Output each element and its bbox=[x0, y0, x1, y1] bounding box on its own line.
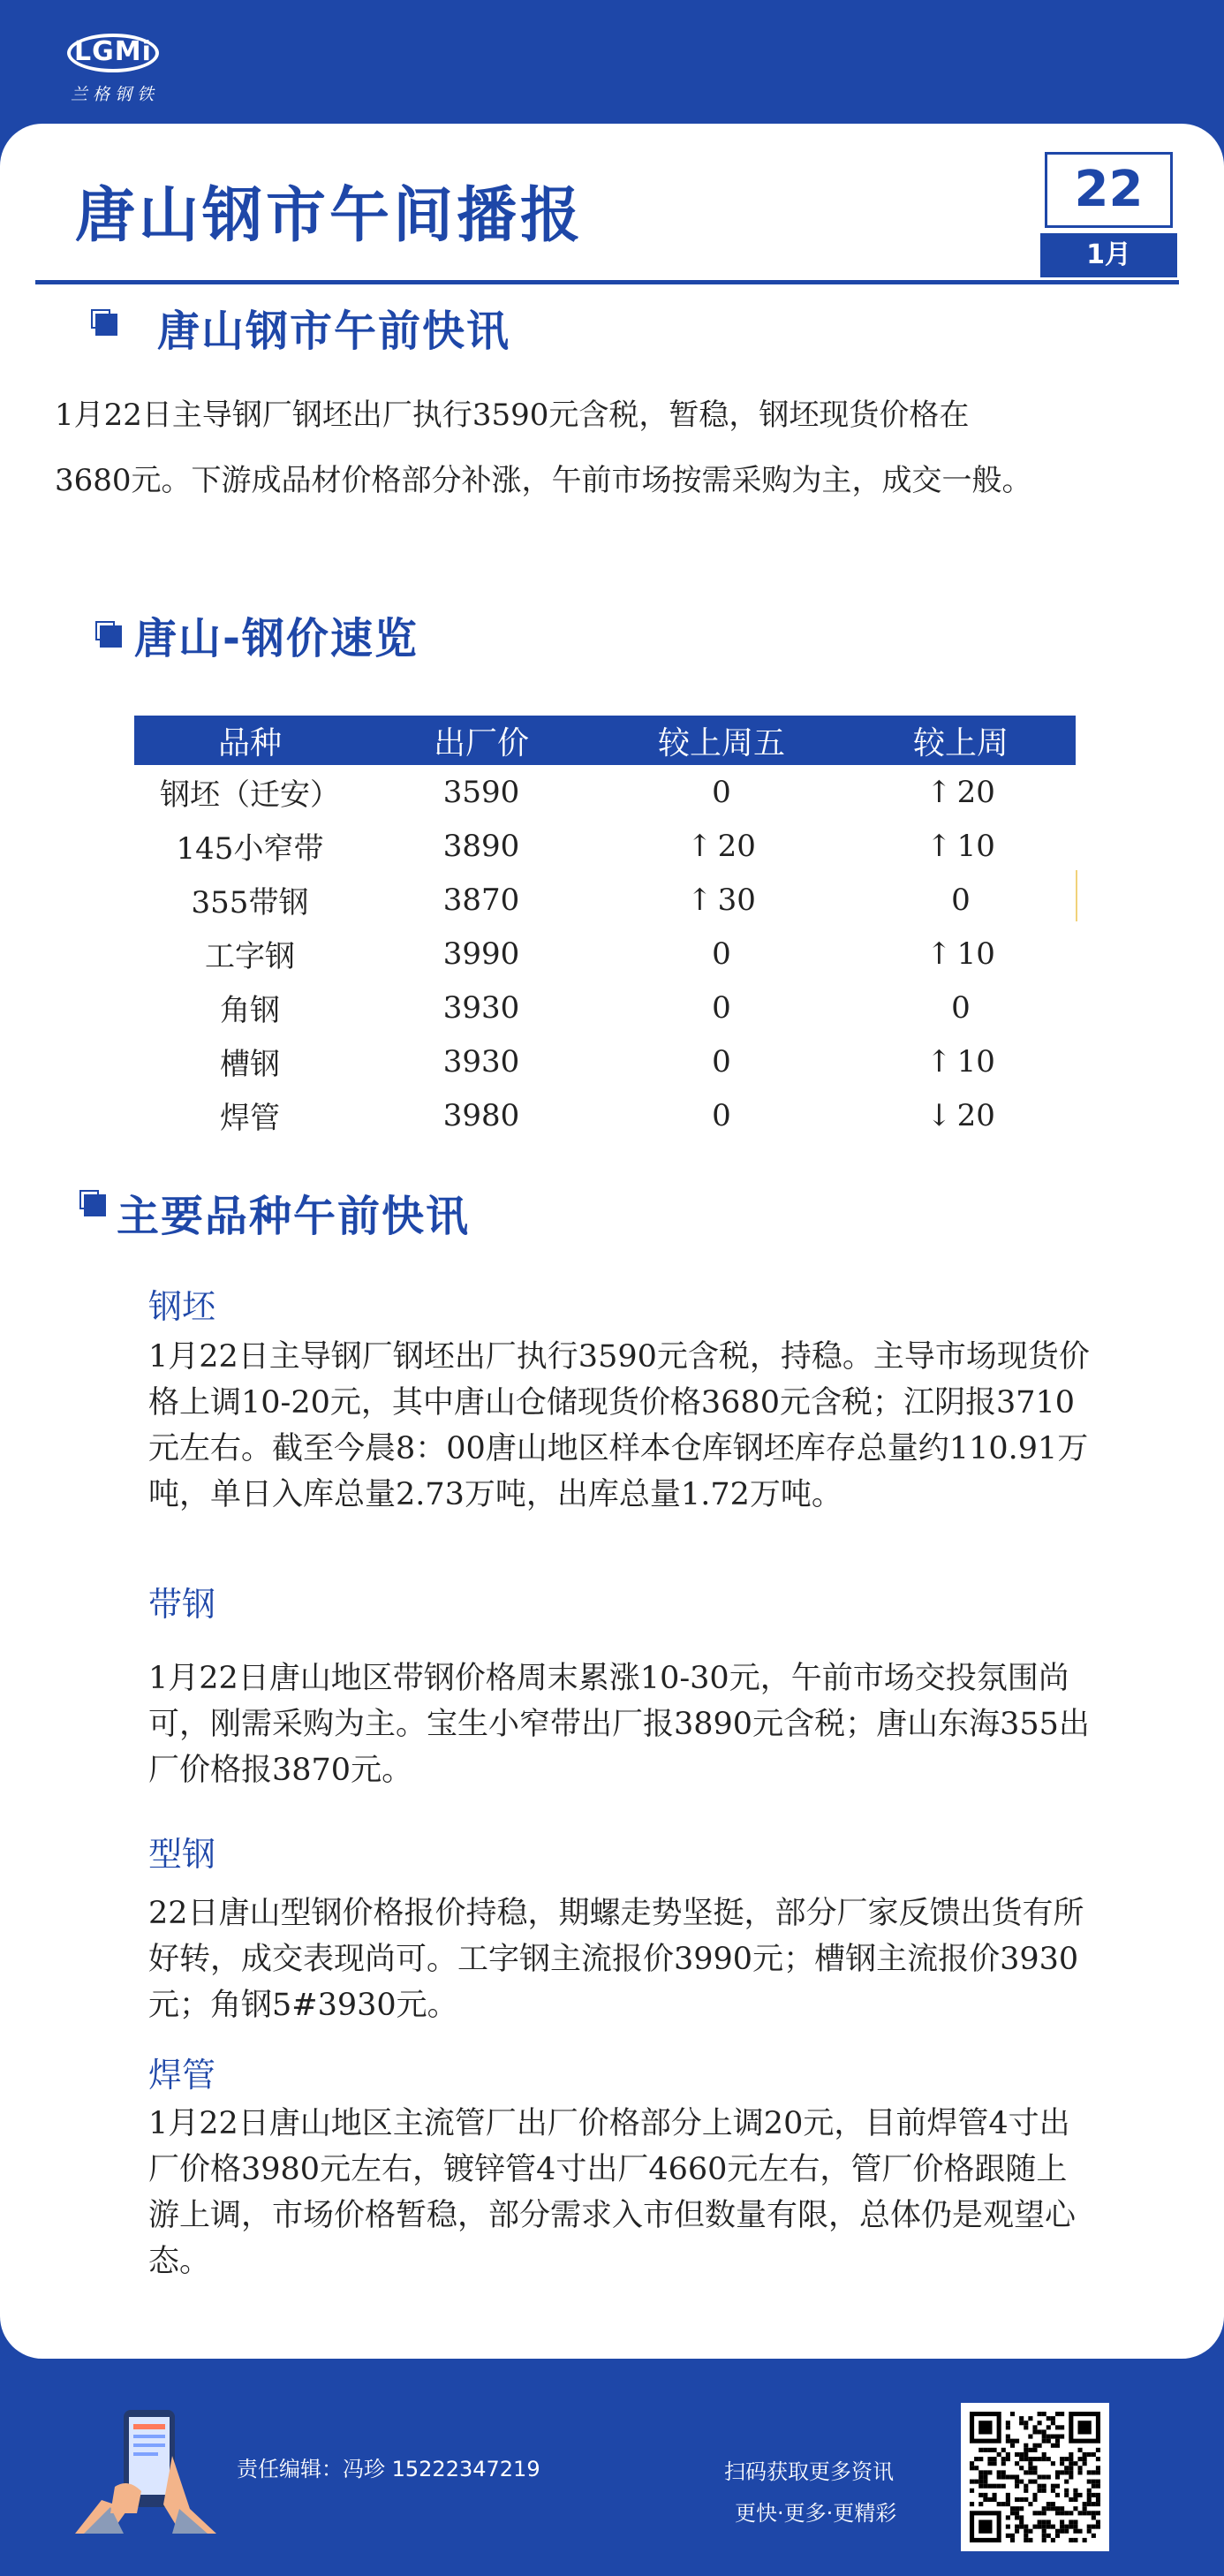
table-cell-wk bbox=[846, 1034, 1076, 1088]
qr-code-pattern bbox=[970, 2412, 1100, 2542]
date-day: 22 bbox=[1045, 152, 1173, 228]
cell-value: 0 bbox=[712, 989, 731, 1026]
table-row bbox=[134, 873, 1076, 927]
table-cell-price bbox=[366, 927, 597, 981]
table-cell-price bbox=[366, 1034, 597, 1088]
cell-value: 10 bbox=[956, 936, 995, 972]
arrow-up-icon: ↑ bbox=[926, 1043, 952, 1080]
column-header: 较上周五 bbox=[597, 716, 846, 765]
section-title-main-products: 主要品种午前快讯 bbox=[117, 1192, 471, 1241]
summary-line-2: 3680元。下游成品材价格部分补涨，午前市场按需采购为主，成交一般。 bbox=[55, 463, 1032, 498]
subsection-text-billet: 1月22日主导钢厂钢坯出厂执行3590元含税，持稳。主导市场现货价格上调10-20元，其中唐山仓储现货价格3680元含税；江阴报3710元左右。截至今晨8：00唐山地区样本仓库钢坯库存总量约110.91万吨，单日入库总量2.73万吨，出库总量1.72万吨。 bbox=[148, 1339, 1090, 1512]
table-cell-name bbox=[134, 927, 366, 981]
subsection-text-pipe: 1月22日唐山地区主流管厂出厂价格部分上调20元，目前焊管4寸出厂价格3980元左右，镀锌管4寸出厂4660元左右，管厂价格跟随上游上调，市场价格暂稳，部分需求入市但数量有限，总体仍是观望心态。 bbox=[148, 2106, 1077, 2279]
section-square-icon bbox=[95, 621, 122, 648]
table-cell-wk bbox=[846, 765, 1076, 819]
subsection-title-pipe: 焊管 bbox=[148, 2056, 216, 2095]
cell-value: 0 bbox=[951, 882, 971, 918]
slogan: 更快·更多·更精彩 bbox=[735, 2501, 897, 2526]
table-cell-name bbox=[134, 1088, 366, 1142]
table-cell-price bbox=[366, 873, 597, 927]
arrow-up-icon: ↑ bbox=[687, 882, 713, 918]
table-row bbox=[134, 819, 1076, 873]
table-cell-price bbox=[366, 981, 597, 1034]
cell-value: 3590 bbox=[442, 774, 520, 810]
cell-value: 30 bbox=[717, 882, 756, 918]
cell-value: 20 bbox=[956, 1097, 995, 1133]
cell-value: 0 bbox=[712, 1043, 731, 1080]
scan-prompt: 扫码获取更多资讯 bbox=[724, 2459, 894, 2484]
cell-value: 0 bbox=[712, 1097, 731, 1133]
table-cell-fri bbox=[597, 873, 846, 927]
table-row bbox=[134, 765, 1076, 819]
column-header: 品种 bbox=[134, 716, 366, 765]
phone-hand-icon bbox=[75, 2403, 216, 2535]
table-cell-wk bbox=[846, 927, 1076, 981]
subsection-text-strip: 1月22日唐山地区带钢价格周末累涨10-30元，午前市场交投氛围尚可，刚需采购为主。宝生小窄带出厂报3890元含税；唐山东海355出厂价格报3870元。 bbox=[148, 1661, 1090, 1788]
table-cell-price bbox=[366, 1088, 597, 1142]
logo-subtitle: 兰格钢铁 bbox=[70, 85, 159, 104]
table-row bbox=[134, 981, 1076, 1034]
editor-contact: 责任编辑：冯珍 15222347219 bbox=[237, 2457, 540, 2481]
arrow-down-icon: ↓ bbox=[926, 1097, 952, 1133]
subsection-title-billet: 钢坯 bbox=[148, 1287, 216, 1326]
date-month: 1月 bbox=[1040, 233, 1177, 277]
arrow-up-icon: ↑ bbox=[926, 774, 952, 810]
cell-value: 0 bbox=[951, 989, 971, 1026]
section-title-price-overview: 唐山-钢价速览 bbox=[134, 614, 419, 663]
qr-code-icon[interactable] bbox=[961, 2403, 1109, 2551]
price-table bbox=[134, 716, 1076, 1142]
summary-line-1: 1月22日主导钢厂钢坯出厂执行3590元含税，暂稳，钢坯现货价格在 bbox=[55, 398, 970, 433]
page-title: 唐山钢市午间播报 bbox=[75, 181, 585, 251]
table-header-row bbox=[134, 716, 1076, 765]
table-cell-wk bbox=[846, 819, 1076, 873]
column-header: 较上周 bbox=[846, 716, 1076, 765]
title-divider bbox=[35, 280, 1179, 284]
table-cell-fri bbox=[597, 1088, 846, 1142]
table-cell-name bbox=[134, 873, 366, 927]
section-title-morning-news: 唐山钢市午前快讯 bbox=[157, 307, 511, 356]
table-cell-name bbox=[134, 819, 366, 873]
table-row bbox=[134, 927, 1076, 981]
cell-value: 3980 bbox=[442, 1097, 520, 1133]
table-cell-price bbox=[366, 765, 597, 819]
cell-value: 工字钢 bbox=[205, 939, 295, 974]
cell-value: 20 bbox=[717, 828, 756, 864]
arrow-up-icon: ↑ bbox=[687, 828, 713, 864]
arrow-up-icon: ↑ bbox=[926, 936, 952, 972]
table-cell-price bbox=[366, 819, 597, 873]
cell-value: 焊管 bbox=[220, 1101, 280, 1136]
table-cell-name bbox=[134, 765, 366, 819]
company-logo bbox=[62, 27, 168, 110]
table-cell-fri bbox=[597, 981, 846, 1034]
arrow-up-icon: ↑ bbox=[926, 828, 952, 864]
table-edge-mark bbox=[1076, 870, 1077, 921]
cell-value: 3890 bbox=[442, 828, 520, 864]
cell-value: 3930 bbox=[442, 1043, 520, 1080]
subsection-title-strip: 带钢 bbox=[148, 1585, 216, 1624]
cell-value: 10 bbox=[956, 1043, 995, 1080]
cell-value: 槽钢 bbox=[220, 1047, 280, 1082]
table-row bbox=[134, 1088, 1076, 1142]
cell-value: 10 bbox=[956, 828, 995, 864]
logo-letters: LGMi bbox=[74, 36, 152, 67]
table-cell-name bbox=[134, 1034, 366, 1088]
table-cell-fri bbox=[597, 1034, 846, 1088]
table-cell-wk bbox=[846, 981, 1076, 1034]
table-cell-fri bbox=[597, 819, 846, 873]
cell-value: 钢坯（迁安） bbox=[160, 777, 340, 813]
cell-value: 3930 bbox=[442, 989, 520, 1026]
table-cell-fri bbox=[597, 927, 846, 981]
table-row bbox=[134, 1034, 1076, 1088]
cell-value: 角钢 bbox=[220, 993, 280, 1028]
column-header: 出厂价 bbox=[366, 716, 597, 765]
cell-value: 0 bbox=[712, 774, 731, 810]
cell-value: 355带钢 bbox=[191, 885, 309, 921]
subsection-title-section-steel: 型钢 bbox=[148, 1835, 216, 1874]
table-cell-wk bbox=[846, 873, 1076, 927]
table-cell-fri bbox=[597, 765, 846, 819]
section-square-icon bbox=[79, 1190, 106, 1216]
cell-value: 145小窄带 bbox=[176, 831, 324, 867]
subsection-text-section-steel: 22日唐山型钢价格报价持稳，期螺走势坚挺，部分厂家反馈出货有所好转，成交表现尚可。工字钢主流报价3990元；槽钢主流报价3930元；角钢5#3930元。 bbox=[148, 1896, 1084, 2023]
section-square-icon bbox=[91, 309, 117, 336]
table-cell-name bbox=[134, 981, 366, 1034]
table-cell-wk bbox=[846, 1088, 1076, 1142]
cell-value: 20 bbox=[956, 774, 995, 810]
cell-value: 3870 bbox=[442, 882, 520, 918]
cell-value: 3990 bbox=[442, 936, 520, 972]
cell-value: 0 bbox=[712, 936, 731, 972]
